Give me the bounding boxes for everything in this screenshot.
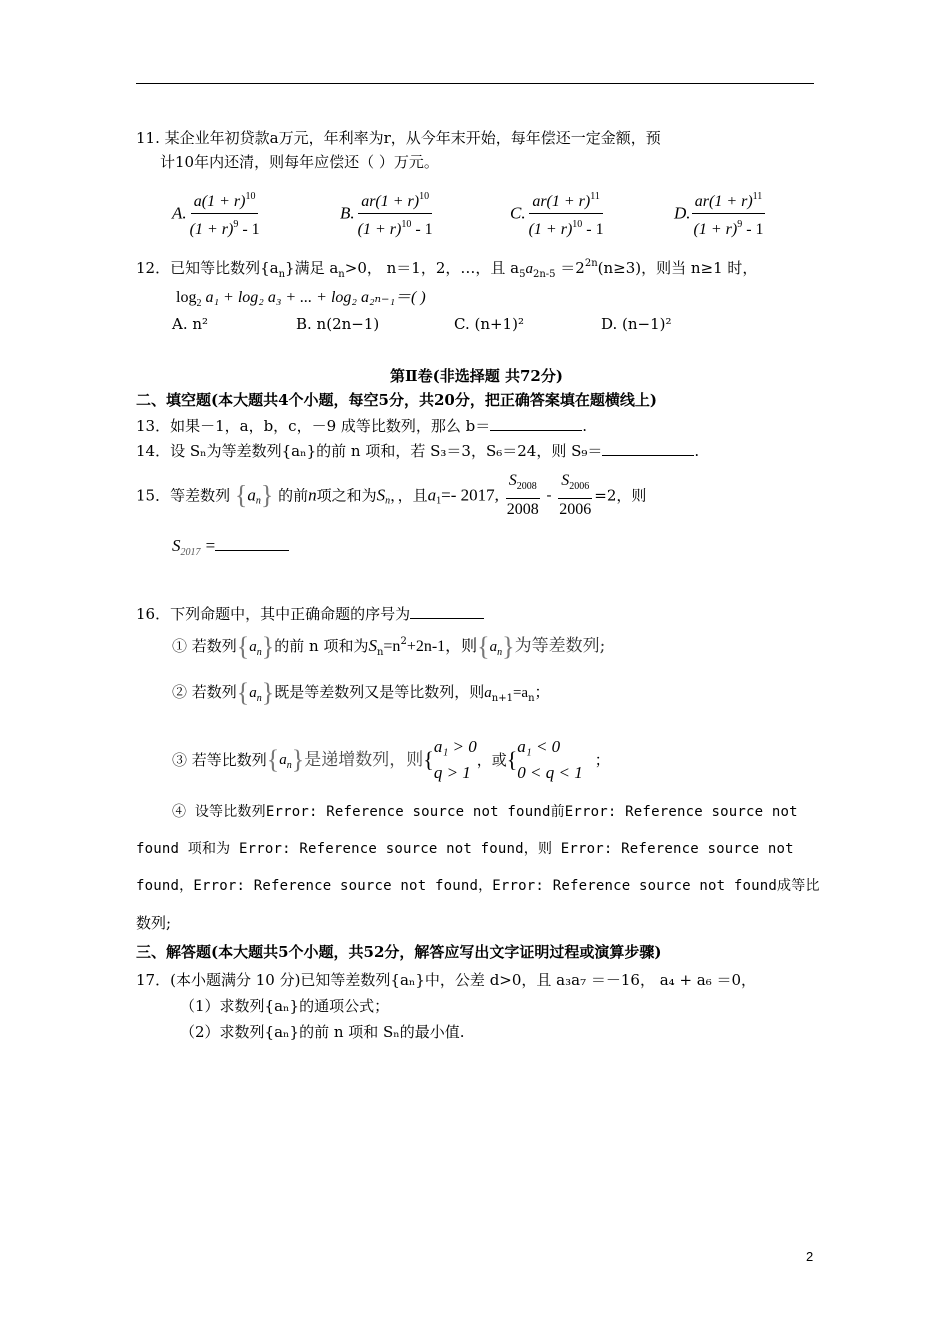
- page-number: 2: [806, 1249, 814, 1264]
- q16-statement-4-line4: 数列;: [136, 914, 172, 932]
- q16-statement-1: ① 若数列$\{a_n\}$的前 n 项和为$S_n=n^2+2n-1$，则$\{a_n\}$为等差数列;: [172, 632, 606, 661]
- q12-option-b: B. n(2n−1): [296, 315, 380, 333]
- q11-option-c: C. $\frac{ar(1 + r)^{11}}{(1 + r)^{10} - 1}$: [510, 186, 607, 241]
- q11-line2: 计10年内还清，则每年应偿还（ ）万元。: [160, 153, 439, 171]
- q12-option-d: D. (n−1)²: [601, 315, 672, 333]
- q13: 13．如果－1，a，b，c，－9 成等比数列，那么 b＝ .: [136, 417, 588, 435]
- q16-statement-4-line2: found 项和为 Error: Reference source not found，则 Error: Reference source not: [136, 841, 794, 857]
- q16-title: 16．下列命题中，其中正确命题的序号为: [136, 604, 484, 624]
- q11-option-b: B. $\frac{ar(1 + r)^{10}}{(1 + r)^{10} - 1}$: [340, 186, 436, 241]
- header-rule: [136, 83, 814, 84]
- q16-statement-4-line1: ④ 设等比数列Error: Reference source not found前Error: Reference source not: [172, 804, 798, 820]
- q12-option-c: C. (n+1)²: [454, 315, 524, 333]
- q15: 15．等差数列 $\{a_n\}$ 的前n项之和为$S_n$，，且$a_1=-$ 2017, $\frac{S_{2008}}{2008}$ - $\frac{S_{2006}}{2006}$ =2，则: [136, 472, 647, 518]
- q12-option-a: A. n²: [172, 315, 209, 333]
- section3-heading: 三、解答题(本大题共5个小题，共52分，解答应写出文字证明过程或演算步骤): [136, 943, 662, 961]
- q11-option-a: A. $\frac{a(1 + r)^{10}}{(1 + r)^9 - 1}$: [172, 186, 263, 241]
- q17-stem: 17．(本小题满分 10 分)已知等差数列{aₙ}中，公差 d>0，且 a₃a₇ ＝－16， a₄ + a₆ ＝0，: [136, 971, 757, 989]
- q12-line1: 12．已知等比数列$\{a_n\}$满足 $a_n>0$， n＝1，2，…，且 $a_5a_{2n-5} =2^{2n}(n\ge 3)$，则当 n≥1 时，: [136, 258, 758, 280]
- q17-part-1: （1）求数列{aₙ}的通项公式；: [180, 997, 390, 1015]
- q16-statement-2: ② 若数列$\{a_n\}$既是等差数列又是等比数列，则$a_{n+1}=a_n$；: [172, 678, 550, 707]
- q12-log-expression: $\log_2 a_1 + \log_2$ a₃ + ... + log₂ a₂ₙ₋₁＝( ): [176, 289, 426, 309]
- part2-title: 第Ⅱ卷(非选择题 共72分): [390, 367, 563, 385]
- q16-statement-4-line3: found，Error: Reference source not found，Error: Reference source not found成等比: [136, 878, 820, 894]
- section2-heading: 二、填空题(本大题共4个小题，每空5分，共20分，把正确答案填在题横线上): [136, 391, 657, 409]
- q15-answer-line: $S_{2017}$ =: [172, 536, 289, 558]
- q11-option-d: D. $\frac{ar(1 + r)^{11}}{(1 + r)^9 - 1}$: [674, 186, 767, 241]
- q14: 14．设 Sₙ为等差数列{aₙ}的前 n 项和，若 S₃＝3，S₆＝24，则 S₉＝ .: [136, 442, 700, 460]
- q17-part-2: （2）求数列{aₙ}的前 n 项和 Sₙ的最小值.: [180, 1023, 465, 1041]
- q16-statement-3: ③ 若等比数列$\{a_n\}$是递增数列，则{ a₁ > 0 q > 1 ，或{ a₁ < 0 0 < q < 1 ；: [172, 737, 610, 782]
- q11-line1: 11. 某企业年初贷款a万元，年利率为r，从今年末开始，每年偿还一定金额，预: [136, 129, 661, 147]
